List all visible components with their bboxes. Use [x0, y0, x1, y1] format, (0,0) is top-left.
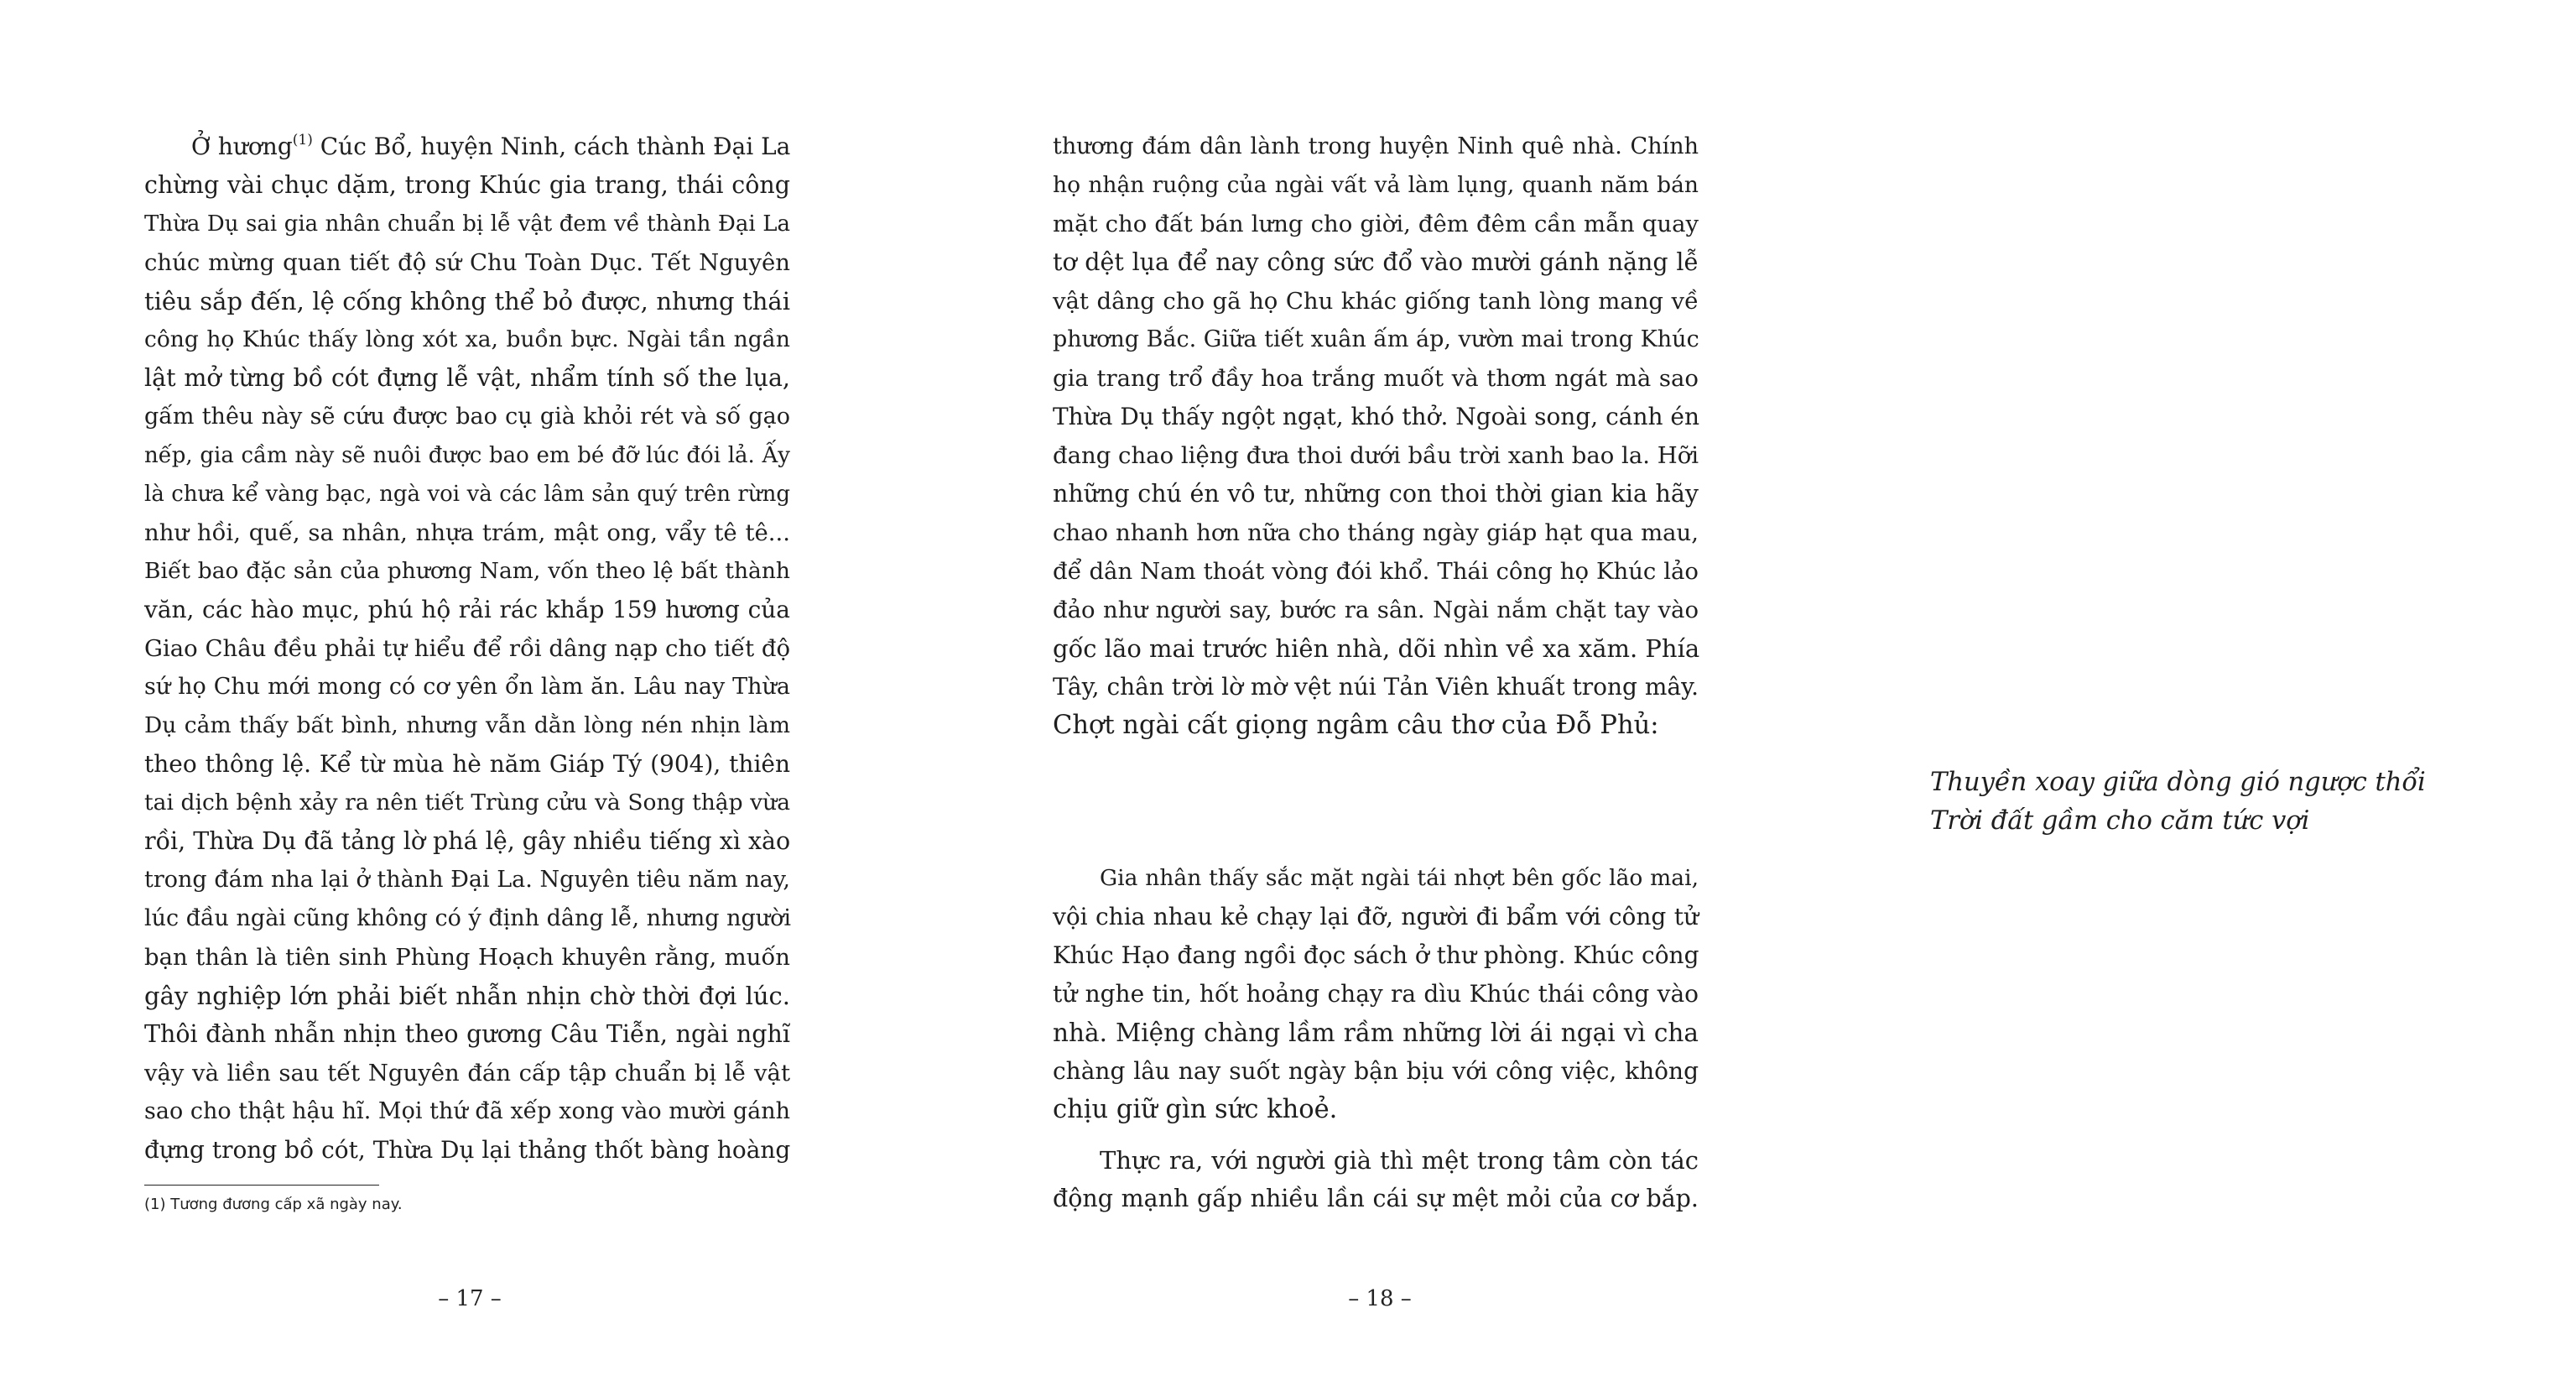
footnote-divider: [144, 1185, 379, 1186]
text-line: tơ dệt lụa để nay công sức đổ vào mười gánh nặng lễ: [1053, 248, 1699, 276]
verse-line: Trời đất gầm cho căm tức vợi: [1930, 806, 2310, 836]
text-line: sao cho thật hậu hĩ. Mọi thứ đã xếp xong vào mười gánh: [144, 1098, 790, 1124]
text-line: theo thông lệ. Kể từ mùa hè năm Giáp Tý (904), thiên: [144, 750, 790, 778]
text-line: Thừa Dụ sai gia nhân chuẩn bị lễ vật đem về thành Đại La: [144, 211, 790, 237]
text-line: những chú én vô tư, những con thoi thời gian kia hãy: [1053, 480, 1699, 508]
text-line: đảo như người say, bước ra sân. Ngài nắm chặt tay vào: [1053, 597, 1699, 623]
text-line: gia trang trổ đầy hoa trắng muốt và thơm ngát mà sao: [1053, 365, 1699, 392]
text-line: vật dâng cho gã họ Chu khác giống tanh lòng mang về: [1053, 288, 1699, 315]
text-line: Chợt ngài cất giọng ngâm câu thơ của Đỗ Phủ:: [1053, 711, 1659, 740]
text-line: họ nhận ruộng của ngài vất vả làm lụng, quanh năm bán: [1053, 172, 1699, 198]
text-line: Dụ cảm thấy bất bình, nhưng vẫn dằn lòng nén nhịn làm: [144, 712, 790, 738]
text-line: tai dịch bệnh xảy ra nên tiết Trùng cửu và Song thập vừa: [144, 790, 790, 816]
page-number-left: – 17 –: [438, 1286, 502, 1311]
page-number-right: – 18 –: [1348, 1286, 1412, 1311]
text-line: chàng lâu nay suốt ngày bận bịu với công việc, không: [1053, 1057, 1699, 1085]
text-line: Gia nhân thấy sắc mặt ngài tái nhợt bên gốc lão mai,: [1100, 865, 1699, 891]
text-line: tiêu sắp đến, lệ cống không thể bỏ được, nhưng thái: [144, 287, 790, 315]
verse-line: Thuyền xoay giữa dòng gió ngược thổi: [1930, 768, 2426, 797]
text-line: Giao Châu đều phải tự hiểu để rồi dâng nạp cho tiết độ: [144, 635, 791, 662]
text-line: chúc mừng quan tiết độ sứ Chu Toàn Dục. Tết Nguyên: [144, 249, 790, 276]
text-line: gây nghiệp lớn phải biết nhẫn nhịn chờ thời đợi lúc.: [144, 982, 790, 1010]
footnote-marker: (1): [292, 132, 313, 149]
text-line: lật mở từng bồ cót đựng lễ vật, nhẩm tính số the lụa,: [144, 364, 790, 392]
text-line: đựng trong bồ cót, Thừa Dụ lại thảng thốt bàng hoàng: [144, 1136, 791, 1164]
text-line: lúc đầu ngài cũng không có ý định dâng lễ, nhưng người: [144, 905, 792, 931]
text-line: trong đám nha lại ở thành Đại La. Nguyên tiêu năm nay,: [144, 867, 790, 893]
text-line: Thừa Dụ thấy ngột ngạt, khó thở. Ngoài song, cánh én: [1053, 403, 1700, 430]
text-line: Tây, chân trời lờ mờ vệt núi Tản Viên khuất trong mây.: [1053, 673, 1699, 701]
text-line: Thôi đành nhẫn nhịn theo gương Câu Tiễn, ngài nghĩ: [144, 1020, 790, 1048]
text-line: phương Bắc. Giữa tiết xuân ấm áp, vườn mai trong Khúc: [1053, 326, 1699, 352]
text-line: để dân Nam thoát vòng đói khổ. Thái công họ Khúc lảo: [1053, 558, 1699, 585]
text-line: nhà. Miệng chàng lầm rầm những lời ái ngại vì cha: [1053, 1019, 1699, 1047]
text-line: là chưa kể vàng bạc, ngà voi và các lâm sản quý trên rừng: [144, 482, 790, 507]
text-line: đang chao liệng đưa thoi dưới bầu trời xanh bao la. Hỡi: [1053, 442, 1699, 469]
first-line-lead: Ở hương: [191, 133, 293, 160]
text-line: văn, các hào mục, phú hộ rải rác khắp 159 hương của: [144, 596, 790, 623]
text-line: [144, 130, 790, 164]
right-page: [919, 0, 2426, 1381]
text-line: gấm thêu này sẽ cứu được bao cụ già khỏi rét và số gạo: [144, 404, 790, 430]
text-line: mặt cho đất bán lưng cho giời, đêm đêm cần mẫn quay: [1053, 211, 1699, 237]
text-line: công họ Khúc thấy lòng xót xa, buồn bực. Ngài tần ngần: [144, 326, 790, 352]
text-line: như hồi, quế, sa nhân, nhựa trám, mật ong, vẩy tê tê...: [144, 519, 790, 546]
text-line: tử nghe tin, hốt hoảng chạy ra dìu Khúc thái công vào: [1053, 980, 1699, 1008]
text-line: chừng vài chục dặm, trong Khúc gia trang, thái công: [144, 171, 790, 199]
text-line: chao nhanh hơn nữa cho tháng ngày giáp hạt qua mau,: [1053, 519, 1699, 546]
text-line: nếp, gia cầm này sẽ nuôi được bao em bé đỡ lúc đói lả. Ấy: [144, 443, 790, 468]
text-line: Khúc Hạo đang ngồi đọc sách ở thư phòng. Khúc công: [1053, 941, 1699, 969]
text-line: vội chia nhau kẻ chạy lại đỡ, người đi bẩm với công tử: [1053, 903, 1699, 930]
text-line: rồi, Thừa Dụ đã tảng lờ phá lệ, gây nhiều tiếng xì xào: [144, 827, 791, 855]
text-line: chịu giữ gìn sức khoẻ.: [1053, 1095, 1338, 1124]
text-line: động mạnh gấp nhiều lần cái sự mệt mỏi của cơ bắp.: [1053, 1185, 1699, 1212]
first-line-rest: Cúc Bổ, huyện Ninh, cách thành Đại La: [320, 133, 791, 160]
footnote: (1) Tương đương cấp xã ngày nay.: [144, 1196, 403, 1213]
text-line: bạn thân là tiên sinh Phùng Hoạch khuyên rằng, muốn: [144, 944, 790, 971]
text-line: thương đám dân lành trong huyện Ninh quê nhà. Chính: [1053, 133, 1699, 159]
text-line: Thực ra, với người già thì mệt trong tâm còn tác: [1100, 1146, 1699, 1175]
text-line: vậy và liền sau tết Nguyên đán cấp tập chuẩn bị lễ vật: [144, 1060, 790, 1087]
text-line: sứ họ Chu mới mong có cơ yên ổn làm ăn. Lâu nay Thừa: [144, 674, 790, 700]
text-line: Biết bao đặc sản của phương Nam, vốn theo lệ bất thành: [144, 558, 790, 584]
left-page: [0, 0, 919, 1381]
text-line: gốc lão mai trước hiên nhà, dõi nhìn về xa xăm. Phía: [1053, 634, 1700, 663]
